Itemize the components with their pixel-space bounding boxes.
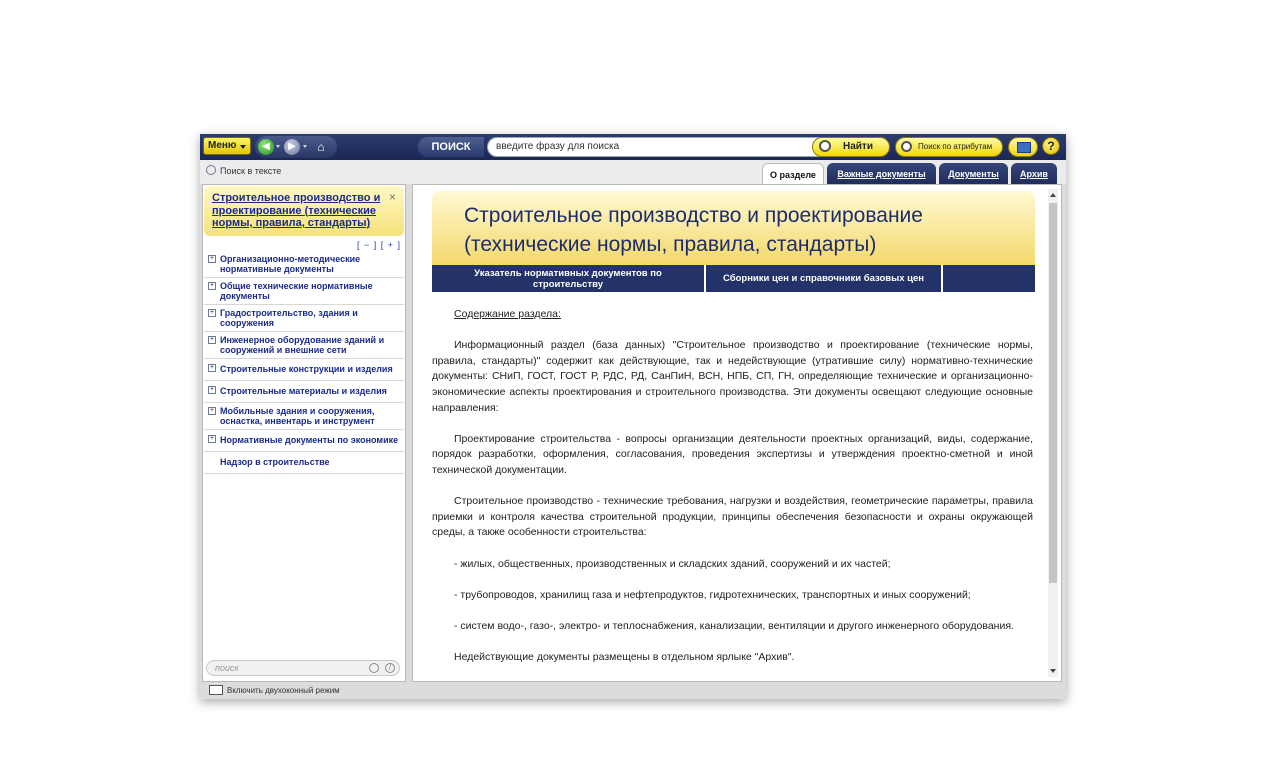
tree-item[interactable]	[204, 403, 404, 430]
attribute-search-button[interactable]	[895, 137, 1003, 157]
sidebar-title-link[interactable]: Строительное производство и проектирование (технические нормы, правила, стандарты)	[212, 192, 381, 229]
tree-item-label: Нормативные документы по экономике	[220, 435, 399, 445]
search-icon	[901, 141, 912, 152]
expand-plus-icon[interactable]: +	[209, 435, 215, 442]
dual-window-label: Включить двухоконный режим	[227, 686, 340, 695]
search-in-text-button[interactable]	[206, 164, 281, 178]
tree-item-label: Строительные материалы и изделия	[220, 386, 387, 396]
tree-item-label: Инженерное оборудование зданий и сооружений и внешние сети	[220, 335, 385, 355]
article-paragraph: Строительное производство - технические требования, нагрузки и воздействия, геометрические параметры, правила приемки и контроля качества строительной продукции, принципы обеспечения безопасности и охраны окружающей среды, а также особенности строительства:	[432, 495, 1033, 539]
tab-important-documents[interactable]: Важные документы	[827, 163, 936, 184]
sidebar	[202, 184, 406, 682]
article-body	[432, 307, 1033, 681]
expand-plus-icon[interactable]: +	[209, 309, 215, 316]
book-icon	[1017, 142, 1031, 153]
content-panel	[412, 184, 1062, 682]
page-title: Строительное производство и проектирование (технические нормы, правила, стандарты)	[464, 204, 923, 256]
category-tree	[204, 251, 404, 474]
scroll-up-arrow-icon[interactable]	[1050, 193, 1056, 197]
tree-item-label: Надзор в строительстве	[220, 457, 330, 467]
search-icon	[206, 165, 216, 175]
tree-item[interactable]	[204, 278, 404, 305]
tree-item-label: Мобильные здания и сооружения, оснастка, инвентарь и инструмент	[220, 406, 375, 426]
sidebar-search-input[interactable]	[206, 660, 400, 676]
tree-item-label: Строительные конструкции и изделия	[220, 364, 393, 374]
toolbar	[200, 134, 1066, 160]
chevron-down-icon	[240, 145, 246, 149]
search-label: ПОИСК	[418, 137, 484, 157]
subbar	[200, 160, 1066, 184]
article-paragraph: - систем водо-, газо-, электро- и теплоснабжения, канализации, вентиляции и другого инженерного оборудования.	[454, 619, 1014, 632]
link-standards-index[interactable]: Указатель нормативных документов по строительству	[432, 265, 706, 292]
back-arrow-icon[interactable]: ◀	[258, 139, 274, 155]
dual-window-icon	[209, 685, 223, 695]
vertical-scrollbar[interactable]	[1048, 189, 1058, 677]
tree-item-label: Организационно-методические нормативные документы	[220, 254, 361, 274]
tree-item-label: Общие технические нормативные документы	[220, 281, 373, 301]
navigation-group	[255, 136, 337, 158]
find-label: Найти	[843, 141, 873, 152]
back-history-dropdown-icon[interactable]	[276, 145, 280, 148]
tree-item[interactable]	[204, 430, 404, 452]
tree-item[interactable]	[204, 452, 404, 474]
article-paragraph: Проектирование строительства - вопросы организации деятельности проектных организаций, виды, содержание, порядок разработки, оформления, согласования, проведения экспертизы и утверждения проектно-сметной и иной технической документации.	[432, 432, 1033, 476]
scroll-down-arrow-icon[interactable]	[1050, 669, 1056, 673]
tree-item[interactable]	[204, 251, 404, 278]
tab-about-section[interactable]: О разделе	[762, 163, 824, 184]
article-paragraph: - жилых, общественных, производственных и складских зданий, сооружений и их частей;	[454, 557, 891, 570]
tab-archive[interactable]: Архив	[1011, 163, 1057, 184]
expand-plus-icon[interactable]: +	[209, 336, 215, 343]
close-icon[interactable]: ×	[388, 190, 396, 204]
tree-item[interactable]	[204, 332, 404, 359]
content-header	[432, 191, 1035, 265]
search-icon	[819, 140, 831, 152]
expand-plus-icon[interactable]: +	[209, 407, 215, 414]
app-window	[200, 134, 1066, 699]
tree-item[interactable]	[204, 359, 404, 381]
status-bar	[200, 682, 1066, 699]
expand-plus-icon[interactable]: +	[209, 255, 215, 262]
dual-window-mode-toggle[interactable]	[209, 685, 340, 696]
article-paragraph: Недействующие документы размещены в отдельном ярлыке "Архив".	[454, 651, 795, 664]
sidebar-title-box	[204, 186, 404, 236]
home-icon[interactable]: ⌂	[317, 140, 325, 154]
forward-arrow-icon[interactable]: ▶	[284, 139, 300, 155]
attribute-search-label: Поиск по атрибутам	[918, 142, 993, 151]
content-link-bar	[432, 265, 1035, 292]
article-paragraph: Информационный раздел (база данных) "Строительное производство и проектирование (технические нормы, правила, стандарты)" содержит как действующие, так и недействующие (утратившие силу) нормативно-технические документы: СНиП, ГОСТ, ГОСТ Р, РДС, РД, СанПиН, ВСН, НПБ, СП, ГН, определяющие технические и организационно-экономические аспекты проектирования и строительного производства. Эти документы освещают следующие основные направления:	[432, 339, 1033, 414]
tree-item[interactable]	[204, 381, 404, 403]
expand-plus-icon[interactable]: +	[209, 386, 215, 393]
forward-history-dropdown-icon[interactable]	[303, 145, 307, 148]
expand-plus-icon[interactable]: +	[209, 364, 215, 371]
sidebar-search-placeholder: поиск	[215, 663, 239, 673]
find-button[interactable]	[812, 137, 890, 157]
search-in-text-label: Поиск в тексте	[220, 166, 282, 176]
scrollbar-thumb[interactable]	[1049, 203, 1057, 583]
article-heading: Содержание раздела:	[454, 308, 561, 320]
search-icon[interactable]	[369, 663, 379, 673]
expand-plus-icon[interactable]: +	[209, 282, 215, 289]
reference-book-button[interactable]	[1008, 137, 1038, 157]
tab-documents[interactable]: Документы	[939, 163, 1008, 184]
search-input[interactable]: введите фразу для поиска	[487, 137, 887, 157]
article-paragraph: - трубопроводов, хранилищ газа и нефтепродуктов, гидротехнических, транспортных и иных сооружений;	[454, 588, 971, 601]
help-button[interactable]: ?	[1042, 137, 1060, 155]
clear-icon[interactable]: /	[385, 663, 395, 673]
tree-item[interactable]	[204, 305, 404, 332]
tree-item-label: Градостроительство, здания и сооружения	[220, 308, 358, 328]
link-price-collections[interactable]: Сборники цен и справочники базовых цен	[706, 265, 943, 292]
expand-collapse-controls[interactable]: [ − ] [ + ]	[356, 240, 401, 250]
menu-label: Меню	[208, 140, 237, 151]
menu-button[interactable]	[203, 137, 251, 155]
